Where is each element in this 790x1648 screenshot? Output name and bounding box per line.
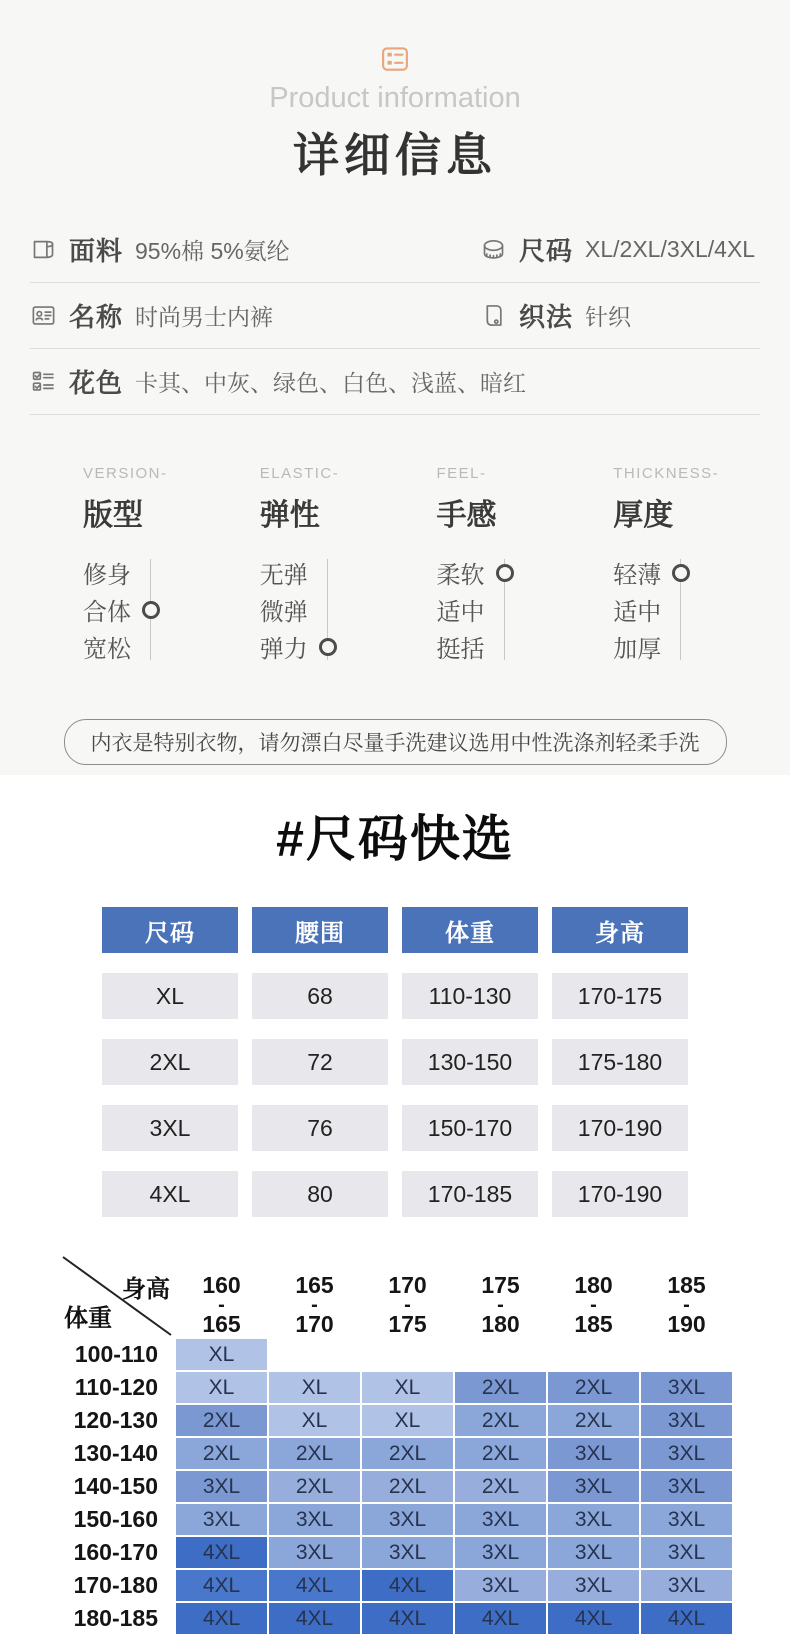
matrix-cell: 3XL <box>269 1504 360 1535</box>
fabric-icon <box>30 236 57 263</box>
matrix-row-header: 130-140 <box>73 1440 158 1466</box>
matrix-cell: 3XL <box>455 1570 546 1601</box>
spec-row <box>30 217 760 283</box>
matrix-cell: 2XL <box>455 1372 546 1403</box>
matrix-cell: 3XL <box>176 1471 267 1502</box>
attribute-columns <box>83 465 790 665</box>
care-notice-wrap <box>0 719 790 765</box>
matrix-cell: 3XL <box>455 1504 546 1535</box>
spec-list <box>30 217 760 415</box>
spec-item <box>30 231 480 268</box>
attribute-option: 合体 <box>83 599 131 626</box>
matrix-corner-height-label: 身高 <box>122 1276 170 1303</box>
spec-value: 时尚男士内裤 <box>135 304 274 330</box>
matrix-cell: 2XL <box>455 1471 546 1502</box>
attribute-option: 修身 <box>83 562 131 589</box>
matrix-cell <box>641 1339 732 1370</box>
attribute-en-label: THICKNESS- <box>613 465 720 482</box>
matrix-cell: 4XL <box>362 1603 453 1634</box>
matrix-cell: 2XL <box>548 1372 639 1403</box>
size-table <box>0 907 790 1217</box>
matrix-cell: 4XL <box>455 1603 546 1634</box>
matrix-cell: 4XL <box>269 1570 360 1601</box>
matrix-cell: 3XL <box>455 1537 546 1568</box>
attribute-option: 微弹 <box>259 599 308 626</box>
matrix-cell: 3XL <box>548 1438 639 1469</box>
attribute-options <box>260 554 380 665</box>
matrix-cell: 3XL <box>641 1537 732 1568</box>
spec-item <box>480 297 631 334</box>
id-card-icon <box>30 302 57 329</box>
size-table-cell: 170-190 <box>552 1105 688 1151</box>
attribute-en-label: ELASTIC- <box>259 465 340 482</box>
size-table-header-cell: 身高 <box>552 907 688 953</box>
book-icon <box>480 302 507 329</box>
spec-item <box>30 363 526 400</box>
attribute-cn-title: 版型 <box>83 499 143 532</box>
size-table-cell: 175-180 <box>552 1039 688 1085</box>
matrix-cell: 2XL <box>269 1438 360 1469</box>
matrix-cell <box>269 1339 360 1370</box>
attribute-option: 适中 <box>613 599 662 626</box>
matrix-column-header: 175 - 180 <box>481 1272 520 1337</box>
attribute-option: 挺括 <box>436 636 485 663</box>
matrix-column-header: 180 - 185 <box>574 1272 613 1337</box>
attribute-option: 加厚 <box>613 636 662 663</box>
size-table-cell: 2XL <box>102 1039 238 1085</box>
spec-value: XL/2XL/3XL/4XL <box>585 236 756 262</box>
section-subtitle-en: Product information <box>269 82 521 114</box>
matrix-cell: 3XL <box>641 1471 732 1502</box>
spec-value: 卡其、中灰、绿色、白色、浅蓝、暗红 <box>135 370 527 396</box>
attribute-column <box>83 465 260 665</box>
matrix-column-header: 160 - 165 <box>202 1272 241 1337</box>
matrix-column-header: 170 - 175 <box>388 1272 427 1337</box>
matrix-cell: 2XL <box>176 1405 267 1436</box>
matrix-cell: XL <box>362 1405 453 1436</box>
attribute-cn-title: 手感 <box>436 499 497 532</box>
matrix-column-header: 185 - 190 <box>667 1272 706 1337</box>
matrix-cell: XL <box>176 1339 267 1370</box>
matrix-row-header: 150-160 <box>73 1506 158 1532</box>
attribute-option: 适中 <box>436 599 485 626</box>
matrix-cell: 2XL <box>362 1438 453 1469</box>
selected-option-marker <box>142 601 160 619</box>
matrix-cell: 4XL <box>362 1570 453 1601</box>
spec-label: 织法 <box>519 302 574 332</box>
matrix-cell: 3XL <box>269 1537 360 1568</box>
matrix-cell: 2XL <box>269 1471 360 1502</box>
size-table-cell: 80 <box>252 1171 388 1217</box>
matrix-corner-weight-label: 体重 <box>64 1305 112 1332</box>
matrix-cell: 4XL <box>176 1570 267 1601</box>
matrix-row-header: 110-120 <box>74 1374 158 1400</box>
matrix-cell: XL <box>269 1372 360 1403</box>
attribute-options <box>437 554 557 665</box>
matrix-cell: 3XL <box>362 1537 453 1568</box>
matrix-cell: 3XL <box>176 1504 267 1535</box>
matrix-cell <box>548 1339 639 1370</box>
spec-label: 面料 <box>69 236 124 266</box>
matrix-cell <box>455 1339 546 1370</box>
matrix-row-header: 180-185 <box>73 1605 158 1631</box>
size-table-cell: 170-175 <box>552 973 688 1019</box>
size-section <box>0 775 790 1634</box>
product-info-section <box>0 0 790 775</box>
matrix-cell: XL <box>269 1405 360 1436</box>
size-table-header-cell: 尺码 <box>102 907 238 953</box>
matrix-row-header: 140-150 <box>73 1473 158 1499</box>
tape-measure-icon <box>480 236 507 263</box>
spec-row <box>30 283 760 349</box>
matrix-cell: XL <box>176 1372 267 1403</box>
attribute-en-label: VERSION- <box>83 465 168 482</box>
size-table-cell: 150-170 <box>402 1105 538 1151</box>
matrix-cell: 3XL <box>548 1537 639 1568</box>
size-table-cell: 130-150 <box>402 1039 538 1085</box>
selected-option-marker <box>319 638 337 656</box>
matrix-cell: 2XL <box>455 1438 546 1469</box>
spec-label: 尺码 <box>519 236 574 266</box>
matrix-cell <box>362 1339 453 1370</box>
attribute-column <box>613 465 790 665</box>
size-table-cell: 72 <box>252 1039 388 1085</box>
selected-option-marker <box>496 564 514 582</box>
attribute-cn-title: 厚度 <box>613 499 674 532</box>
spec-label: 花色 <box>69 368 124 398</box>
matrix-cell: 2XL <box>362 1471 453 1502</box>
attribute-options <box>83 554 203 665</box>
size-table-cell: 76 <box>252 1105 388 1151</box>
size-table-cell: 170-190 <box>552 1171 688 1217</box>
matrix-cell: 3XL <box>548 1570 639 1601</box>
checklist-icon <box>30 368 57 395</box>
attribute-column <box>260 465 437 665</box>
size-table-header-cell: 腰围 <box>252 907 388 953</box>
matrix-cell: 2XL <box>548 1405 639 1436</box>
attribute-option: 轻薄 <box>613 562 662 589</box>
matrix-cell: 3XL <box>362 1504 453 1535</box>
matrix-row-header: 160-170 <box>73 1539 158 1565</box>
matrix-cell: 4XL <box>548 1603 639 1634</box>
spec-row <box>30 349 760 415</box>
matrix-cell: 2XL <box>176 1438 267 1469</box>
matrix-cell: 3XL <box>641 1405 732 1436</box>
spec-item <box>30 297 480 334</box>
matrix-cell: 4XL <box>269 1603 360 1634</box>
attribute-en-label: FEEL- <box>436 465 487 482</box>
matrix-row-header: 120-130 <box>73 1407 158 1433</box>
matrix-row-header: 100-110 <box>74 1341 158 1367</box>
attribute-column <box>437 465 614 665</box>
attribute-cn-title: 弹性 <box>259 499 320 532</box>
matrix-cell: XL <box>362 1372 453 1403</box>
matrix-cell: 3XL <box>641 1504 732 1535</box>
attribute-option: 无弹 <box>259 562 308 589</box>
size-table-cell: 3XL <box>102 1105 238 1151</box>
care-notice: 内衣是特别衣物，请勿漂白尽量手洗建议选用中性洗涤剂轻柔手洗 <box>64 719 727 765</box>
spec-value: 95%棉 5%氨纶 <box>135 238 290 264</box>
size-table-header-cell: 体重 <box>402 907 538 953</box>
size-table-cell: 110-130 <box>402 973 538 1019</box>
size-table-cell: 4XL <box>102 1171 238 1217</box>
matrix-cell: 3XL <box>641 1372 732 1403</box>
attribute-option: 宽松 <box>83 636 131 663</box>
section-title: 详细信息 <box>293 129 497 181</box>
attribute-options <box>613 554 733 665</box>
matrix-cell: 4XL <box>176 1603 267 1634</box>
attribute-option: 弹力 <box>259 636 308 663</box>
matrix-column-header: 165 - 170 <box>295 1272 334 1337</box>
product-info-icon <box>0 44 790 74</box>
size-table-cell: 68 <box>252 973 388 1019</box>
spec-value: 针织 <box>585 304 632 330</box>
matrix-cell: 4XL <box>176 1537 267 1568</box>
size-matrix <box>60 1253 790 1634</box>
attribute-option: 柔软 <box>436 562 485 589</box>
spec-item <box>480 231 755 268</box>
size-table-cell: 170-185 <box>402 1171 538 1217</box>
matrix-row-header: 170-180 <box>73 1572 158 1598</box>
matrix-cell: 2XL <box>455 1405 546 1436</box>
size-section-title: #尺码快选 <box>276 811 514 867</box>
matrix-cell: 3XL <box>641 1438 732 1469</box>
matrix-cell: 4XL <box>641 1603 732 1634</box>
size-table-cell: XL <box>102 973 238 1019</box>
spec-label: 名称 <box>69 302 124 332</box>
matrix-cell: 3XL <box>548 1504 639 1535</box>
matrix-cell: 3XL <box>548 1471 639 1502</box>
matrix-corner <box>60 1253 174 1337</box>
matrix-cell: 3XL <box>641 1570 732 1601</box>
